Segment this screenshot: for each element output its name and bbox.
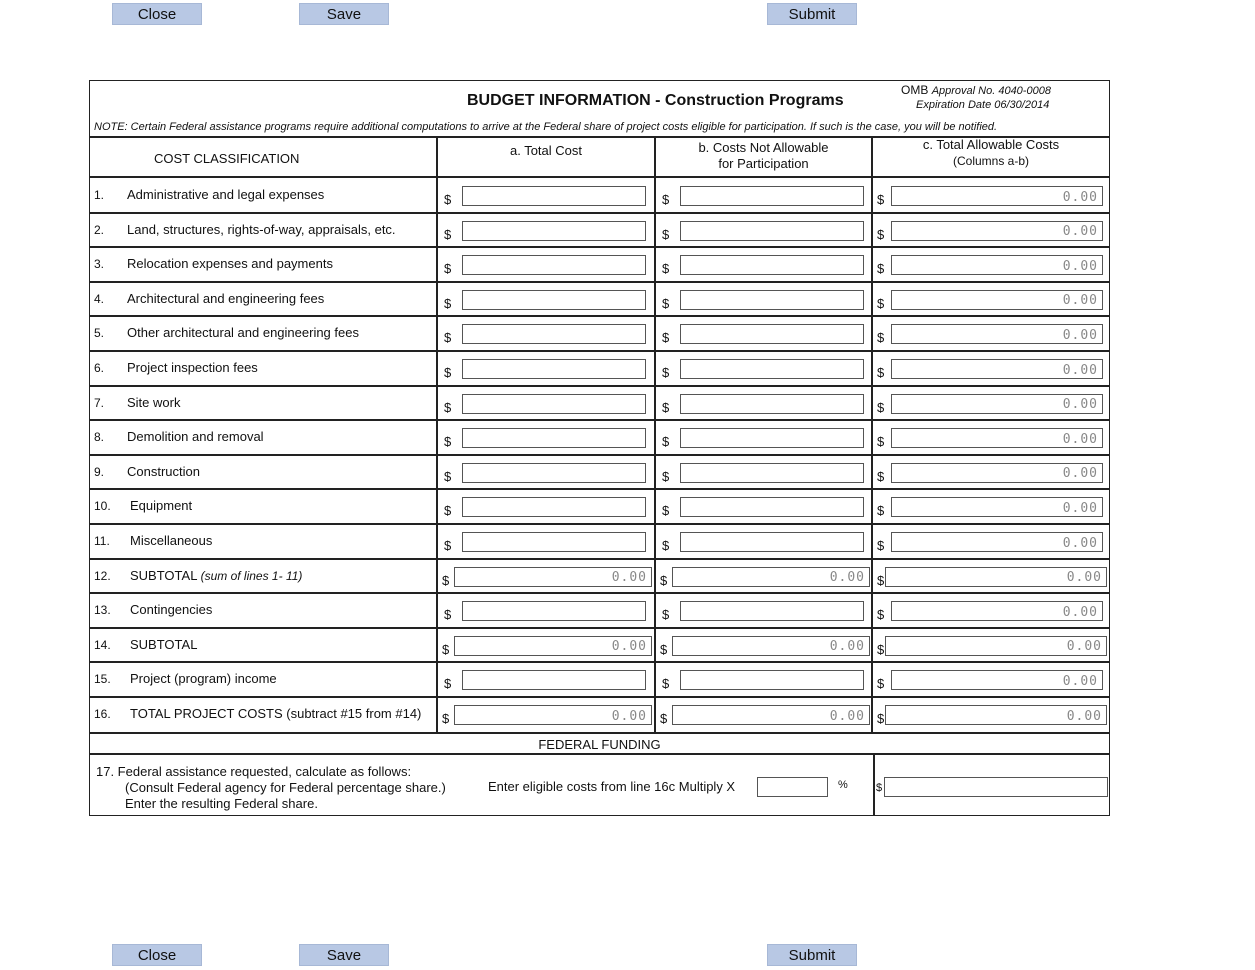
costs-not-allowable-input[interactable] (680, 290, 864, 310)
dollar-sign: $ (662, 192, 670, 207)
form-title: BUDGET INFORMATION - Construction Programs (467, 92, 844, 109)
row-label-text: Project (program) income (130, 671, 277, 687)
col-divider-b (654, 136, 656, 732)
dollar-sign: $ (662, 330, 670, 346)
dollar-sign: $ (444, 434, 452, 450)
row-label-text: Construction (127, 463, 200, 479)
dollar-sign: $ (876, 782, 883, 794)
total-allowable-output (885, 567, 1107, 587)
row-label (127, 325, 359, 340)
dollar-sign: $ (442, 711, 450, 726)
costs-not-allowable-input[interactable] (680, 359, 864, 379)
row-divider (90, 246, 1109, 248)
total-allowable-output (891, 290, 1103, 310)
dollar-sign: $ (662, 468, 670, 484)
dollar-sign: $ (662, 503, 670, 519)
row-label (127, 429, 264, 444)
submit-button[interactable]: Submit (767, 3, 857, 25)
costs-not-allowable-input[interactable] (680, 394, 864, 414)
row-label-text: Architectural and engineering fees (127, 290, 325, 306)
total-cost-input[interactable] (462, 463, 646, 483)
header-total-allowable (873, 137, 1109, 169)
total-cost-input[interactable] (462, 497, 646, 517)
dollar-sign: $ (877, 711, 885, 726)
row-divider (90, 212, 1109, 214)
header-b-line2: for Participation (718, 156, 809, 171)
total-allowable-output (891, 255, 1103, 275)
row-divider (90, 627, 1109, 629)
dollar-sign: $ (444, 295, 452, 311)
total-cost-input[interactable] (462, 221, 646, 241)
costs-not-allowable-input[interactable] (680, 255, 864, 275)
form-note: NOTE: Certain Federal assistance programs require additional computations to arrive at the Federal share of project costs eligible for participation. If such is the case, you will be notified. (94, 121, 998, 133)
header-c-line2: (Columns a-b) (952, 154, 1030, 168)
line17-text2: (Consult Federal agency for Federal percentage share.) (125, 780, 446, 795)
row-number: 9. (94, 464, 105, 479)
dollar-sign: $ (877, 538, 885, 553)
header-total-cost: a. Total Cost (509, 143, 583, 158)
dollar-sign: $ (877, 261, 885, 277)
dollar-sign: $ (877, 607, 885, 623)
total-cost-input[interactable] (454, 705, 652, 725)
costs-not-allowable-input[interactable] (672, 567, 870, 587)
row-number: 2. (94, 222, 105, 237)
costs-not-allowable-input[interactable] (680, 601, 864, 621)
row-divider (90, 350, 1109, 352)
dollar-sign: $ (662, 434, 670, 450)
header-c-line1: c. Total Allowable Costs (922, 137, 1060, 152)
total-cost-input[interactable] (454, 636, 652, 656)
row-divider (90, 661, 1109, 663)
total-cost-input[interactable] (454, 567, 652, 587)
row-label-text: Administrative and legal expenses (127, 187, 325, 202)
row-number: 4. (94, 291, 105, 306)
row-label-text: SUBTOTAL (130, 636, 198, 652)
row-label (130, 602, 212, 617)
col-divider-17 (873, 753, 875, 815)
total-allowable-output (885, 705, 1107, 725)
total-cost-input[interactable] (462, 359, 646, 379)
dollar-sign: $ (444, 468, 452, 484)
row-divider (90, 419, 1109, 421)
federal-bottom-line (90, 753, 1109, 755)
total-allowable-output (891, 601, 1103, 621)
close-button-bottom[interactable]: Close (112, 944, 202, 966)
costs-not-allowable-input[interactable] (680, 497, 864, 517)
dollar-sign: $ (877, 226, 885, 242)
total-cost-input[interactable] (462, 290, 646, 310)
dollar-sign: $ (662, 676, 670, 692)
line17-text (96, 764, 446, 812)
dollar-sign: $ (442, 641, 450, 657)
dollar-sign: $ (444, 192, 452, 207)
line17-instruction: Enter eligible costs from line 16c Multiply X (488, 779, 736, 794)
row-divider (90, 454, 1109, 456)
costs-not-allowable-input[interactable] (680, 324, 864, 344)
dollar-sign: $ (877, 434, 885, 450)
row-label (127, 187, 324, 202)
costs-not-allowable-input[interactable] (672, 636, 870, 656)
row-number: 11. (94, 534, 110, 548)
total-allowable-output (891, 670, 1103, 690)
dollar-sign: $ (877, 330, 885, 346)
row-divider (90, 523, 1109, 525)
row-label (127, 395, 180, 410)
dollar-sign: $ (442, 572, 450, 588)
row-label (127, 464, 200, 479)
costs-not-allowable-input[interactable] (680, 532, 864, 552)
row-number: 16. (94, 707, 111, 721)
row-label-text: Land, structures, rights-of-way, appraisals, etc. (127, 221, 396, 237)
dollar-sign: $ (660, 641, 668, 657)
dollar-sign: $ (877, 399, 885, 415)
row-number: 10. (94, 499, 111, 514)
dollar-sign: $ (877, 503, 885, 519)
percent-sign: % (838, 779, 848, 791)
dollar-sign: $ (662, 295, 670, 311)
line17-text3: Enter the resulting Federal share. (125, 796, 318, 811)
close-button[interactable]: Close (112, 3, 202, 25)
total-allowable-output (891, 428, 1103, 448)
dollar-sign: $ (660, 572, 668, 588)
dollar-sign: $ (877, 365, 885, 380)
row-divider (90, 488, 1109, 490)
row-label-text: SUBTOTAL (130, 567, 197, 583)
row-divider (90, 696, 1109, 698)
dollar-sign: $ (662, 538, 670, 553)
header-costs-not-allowable (656, 140, 871, 172)
expiration-date: Expiration Date 06/30/2014 (916, 99, 1050, 111)
total-cost-input[interactable] (462, 670, 646, 690)
omb-approval (901, 83, 1051, 97)
row-label (130, 498, 192, 513)
save-button[interactable]: Save (299, 3, 389, 25)
col-divider-a (436, 136, 438, 732)
omb-prefix: OMB (901, 83, 929, 97)
costs-not-allowable-input[interactable] (680, 670, 864, 690)
total-allowable-output (891, 186, 1103, 206)
row-number: 13. (94, 603, 111, 618)
row-divider (90, 592, 1109, 594)
row-number: 1. (94, 188, 105, 202)
row-number: 14. (94, 637, 111, 652)
dollar-sign: $ (662, 399, 670, 415)
save-button-bottom[interactable]: Save (299, 944, 389, 966)
row-divider (90, 385, 1109, 387)
row-label-text: Contingencies (130, 602, 213, 618)
row-label-text: Relocation expenses and payments (127, 256, 333, 272)
row-label-text: Other architectural and engineering fees (127, 325, 359, 341)
dollar-sign: $ (444, 607, 452, 623)
total-allowable-output (885, 636, 1107, 656)
federal-share-input[interactable] (884, 777, 1108, 797)
line17-text1: 17. Federal assistance requested, calculate as follows: (96, 764, 412, 779)
row-number: 7. (94, 395, 105, 410)
row-label (130, 706, 421, 721)
dollar-sign: $ (877, 192, 885, 207)
total-cost-input[interactable] (462, 324, 646, 344)
row-label-text: Miscellaneous (130, 533, 213, 548)
row-number: 15. (94, 672, 111, 687)
total-cost-input[interactable] (462, 532, 646, 552)
row-divider (90, 315, 1109, 317)
dollar-sign: $ (877, 641, 885, 657)
header-cost-classification: COST CLASSIFICATION (154, 151, 300, 166)
row-number: 8. (94, 430, 105, 445)
total-allowable-output (891, 463, 1103, 483)
costs-not-allowable-input[interactable] (680, 463, 864, 483)
row-number: 5. (94, 326, 105, 341)
row-label-text: TOTAL PROJECT COSTS (subtract #15 from #14) (130, 706, 422, 721)
row-label (127, 256, 333, 271)
row-label (127, 360, 258, 375)
total-cost-input[interactable] (462, 394, 646, 414)
row-number: 6. (94, 361, 105, 375)
dollar-sign: $ (444, 676, 452, 692)
federal-percentage-input[interactable] (757, 777, 828, 797)
total-allowable-output (891, 221, 1103, 241)
row-label (130, 568, 302, 583)
header-bottom-line (90, 176, 1109, 178)
total-cost-input[interactable] (462, 255, 646, 275)
dollar-sign: $ (877, 468, 885, 484)
row-label-text: Equipment (130, 498, 193, 514)
costs-not-allowable-input[interactable] (680, 221, 864, 241)
row-label (130, 637, 197, 652)
row-number: 3. (94, 257, 105, 272)
row-label-text: Site work (127, 394, 181, 410)
total-cost-input[interactable] (462, 601, 646, 621)
total-allowable-output (891, 497, 1103, 517)
dollar-sign: $ (660, 711, 668, 726)
total-allowable-output (891, 394, 1103, 414)
costs-not-allowable-input[interactable] (672, 705, 870, 725)
total-allowable-output (891, 324, 1103, 344)
row-label (130, 671, 277, 686)
row-label-suffix: (sum of lines 1- 11) (200, 568, 303, 583)
dollar-sign: $ (444, 399, 452, 415)
federal-funding-label: FEDERAL FUNDING (538, 737, 661, 752)
row-divider (90, 281, 1109, 283)
costs-not-allowable-input[interactable] (680, 186, 864, 206)
total-allowable-output (891, 532, 1103, 552)
row-label (127, 222, 396, 237)
dollar-sign: $ (662, 607, 670, 623)
dollar-sign: $ (877, 295, 885, 311)
dollar-sign: $ (662, 261, 670, 277)
dollar-sign: $ (444, 261, 452, 277)
dollar-sign: $ (662, 226, 670, 242)
row-label (130, 533, 212, 548)
costs-not-allowable-input[interactable] (680, 428, 864, 448)
dollar-sign: $ (444, 226, 452, 242)
dollar-sign: $ (444, 538, 452, 553)
submit-button-bottom[interactable]: Submit (767, 944, 857, 966)
dollar-sign: $ (444, 330, 452, 346)
row-number: 12. (94, 568, 111, 583)
row-divider (90, 558, 1109, 560)
dollar-sign: $ (662, 365, 670, 380)
col-divider-c (871, 136, 873, 732)
total-cost-input[interactable] (462, 428, 646, 448)
dollar-sign: $ (444, 503, 452, 519)
omb-approval-number: Approval No. 4040-0008 (931, 85, 1051, 97)
dollar-sign: $ (877, 572, 885, 588)
dollar-sign: $ (877, 676, 885, 692)
dollar-sign: $ (444, 365, 452, 380)
federal-top-line (90, 732, 1109, 734)
budget-form (89, 80, 1110, 816)
row-label-text: Project inspection fees (127, 360, 258, 375)
row-label (127, 291, 324, 306)
row-label-text: Demolition and removal (127, 429, 264, 445)
header-b-line1: b. Costs Not Allowable (698, 140, 829, 155)
total-allowable-output (891, 359, 1103, 379)
total-cost-input[interactable] (462, 186, 646, 206)
